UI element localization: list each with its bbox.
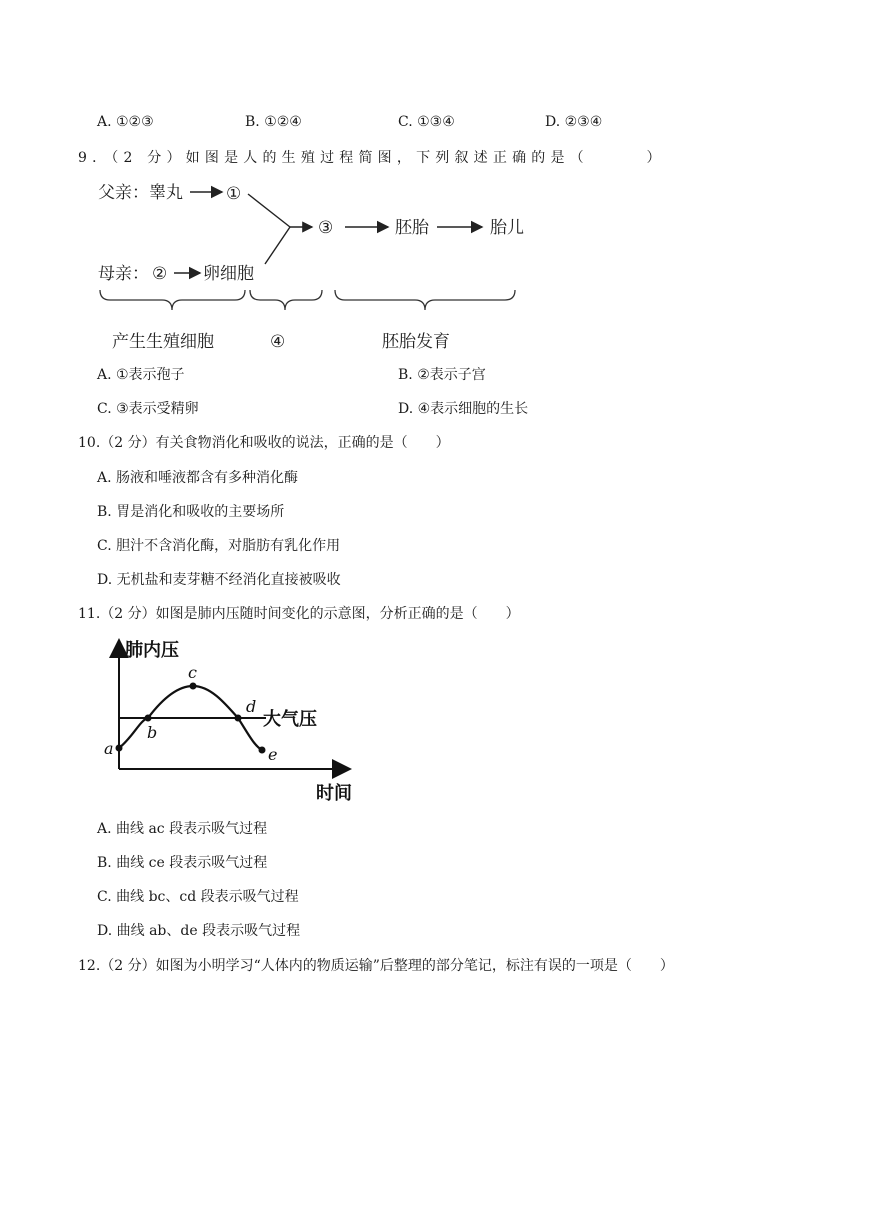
brace-gametes [100,290,245,310]
point-d-label: d [246,697,257,716]
diagram-n1: ① [226,184,242,204]
point-c-label: c [188,663,197,682]
q9-option-c: C. ③表示受精卵 [97,401,199,417]
q9-option-a: A. ①表示孢子 [97,367,185,383]
label-gametes: 产生生殖细胞 [112,332,214,352]
atmospheric-pressure-label: 大气压 [263,709,317,730]
point-b [145,715,152,722]
y-axis-label: 肺内压 [125,640,179,661]
q10-option-c: C. 胆汁不含消化酶，对脂肪有乳化作用 [97,538,341,554]
x-axis-label: 时间 [316,783,352,804]
q11-option-b: B. 曲线 ce 段表示吸气过程 [97,855,268,871]
diagram-embryo: 胚胎 [395,218,429,238]
q9-option-d: D. ④表示细胞的生长 [398,401,529,417]
q12-stem: 12.（2 分）如图为小明学习“人体内的物质运输”后整理的部分笔记，标注有误的一项是（ ） [78,958,674,974]
q10-option-d: D. 无机盐和麦芽糖不经消化直接被吸收 [97,572,341,588]
q8-option-b: B. ①②④ [245,114,302,130]
q11-lung-pressure-chart [98,632,373,807]
q11-option-d: D. 曲线 ab、de 段表示吸气过程 [97,923,301,939]
q8-option-d: D. ②③④ [545,114,603,130]
diagram-fetus: 胎儿 [490,218,524,238]
q9-reproduction-diagram [90,172,540,357]
diagram-father: 父亲：睾丸 [98,183,183,203]
diagram-mother: 母亲： [98,264,149,284]
diagram-n3: ③ [318,218,334,238]
point-c [190,683,197,690]
point-d [235,715,242,722]
brace-fertilization [250,290,322,310]
q11-option-a: A. 曲线 ac 段表示吸气过程 [97,821,268,837]
q9-stem: 9．（2 分）如图是人的生殖过程简图，下列叙述正确的是（ ） [78,150,666,166]
point-b-label: b [147,723,158,742]
point-e-label: e [268,745,278,764]
q10-option-b: B. 胃是消化和吸收的主要场所 [97,504,285,520]
point-e [259,747,266,754]
q10-option-a: A. 肠液和唾液都含有多种消化酶 [97,470,299,486]
diagram-egg: 卵细胞 [203,264,254,284]
label-4: ④ [270,332,286,352]
brace-development [335,290,515,310]
diagram-n2: ② [152,264,168,284]
label-develop: 胚胎发育 [382,332,450,352]
q9-option-b: B. ②表示子宫 [398,367,486,383]
q11-stem: 11.（2 分）如图是肺内压随时间变化的示意图，分析正确的是（ ） [78,606,520,622]
point-a [116,745,123,752]
line-egg-join [265,227,290,264]
point-a-label: a [104,739,114,758]
q10-stem: 10.（2 分）有关食物消化和吸收的说法，正确的是（ ） [78,435,450,451]
q8-option-a: A. ①②③ [97,114,154,130]
q8-option-c: C. ①③④ [398,114,455,130]
line-sperm-join [248,194,290,227]
q11-option-c: C. 曲线 bc、cd 段表示吸气过程 [97,889,299,905]
